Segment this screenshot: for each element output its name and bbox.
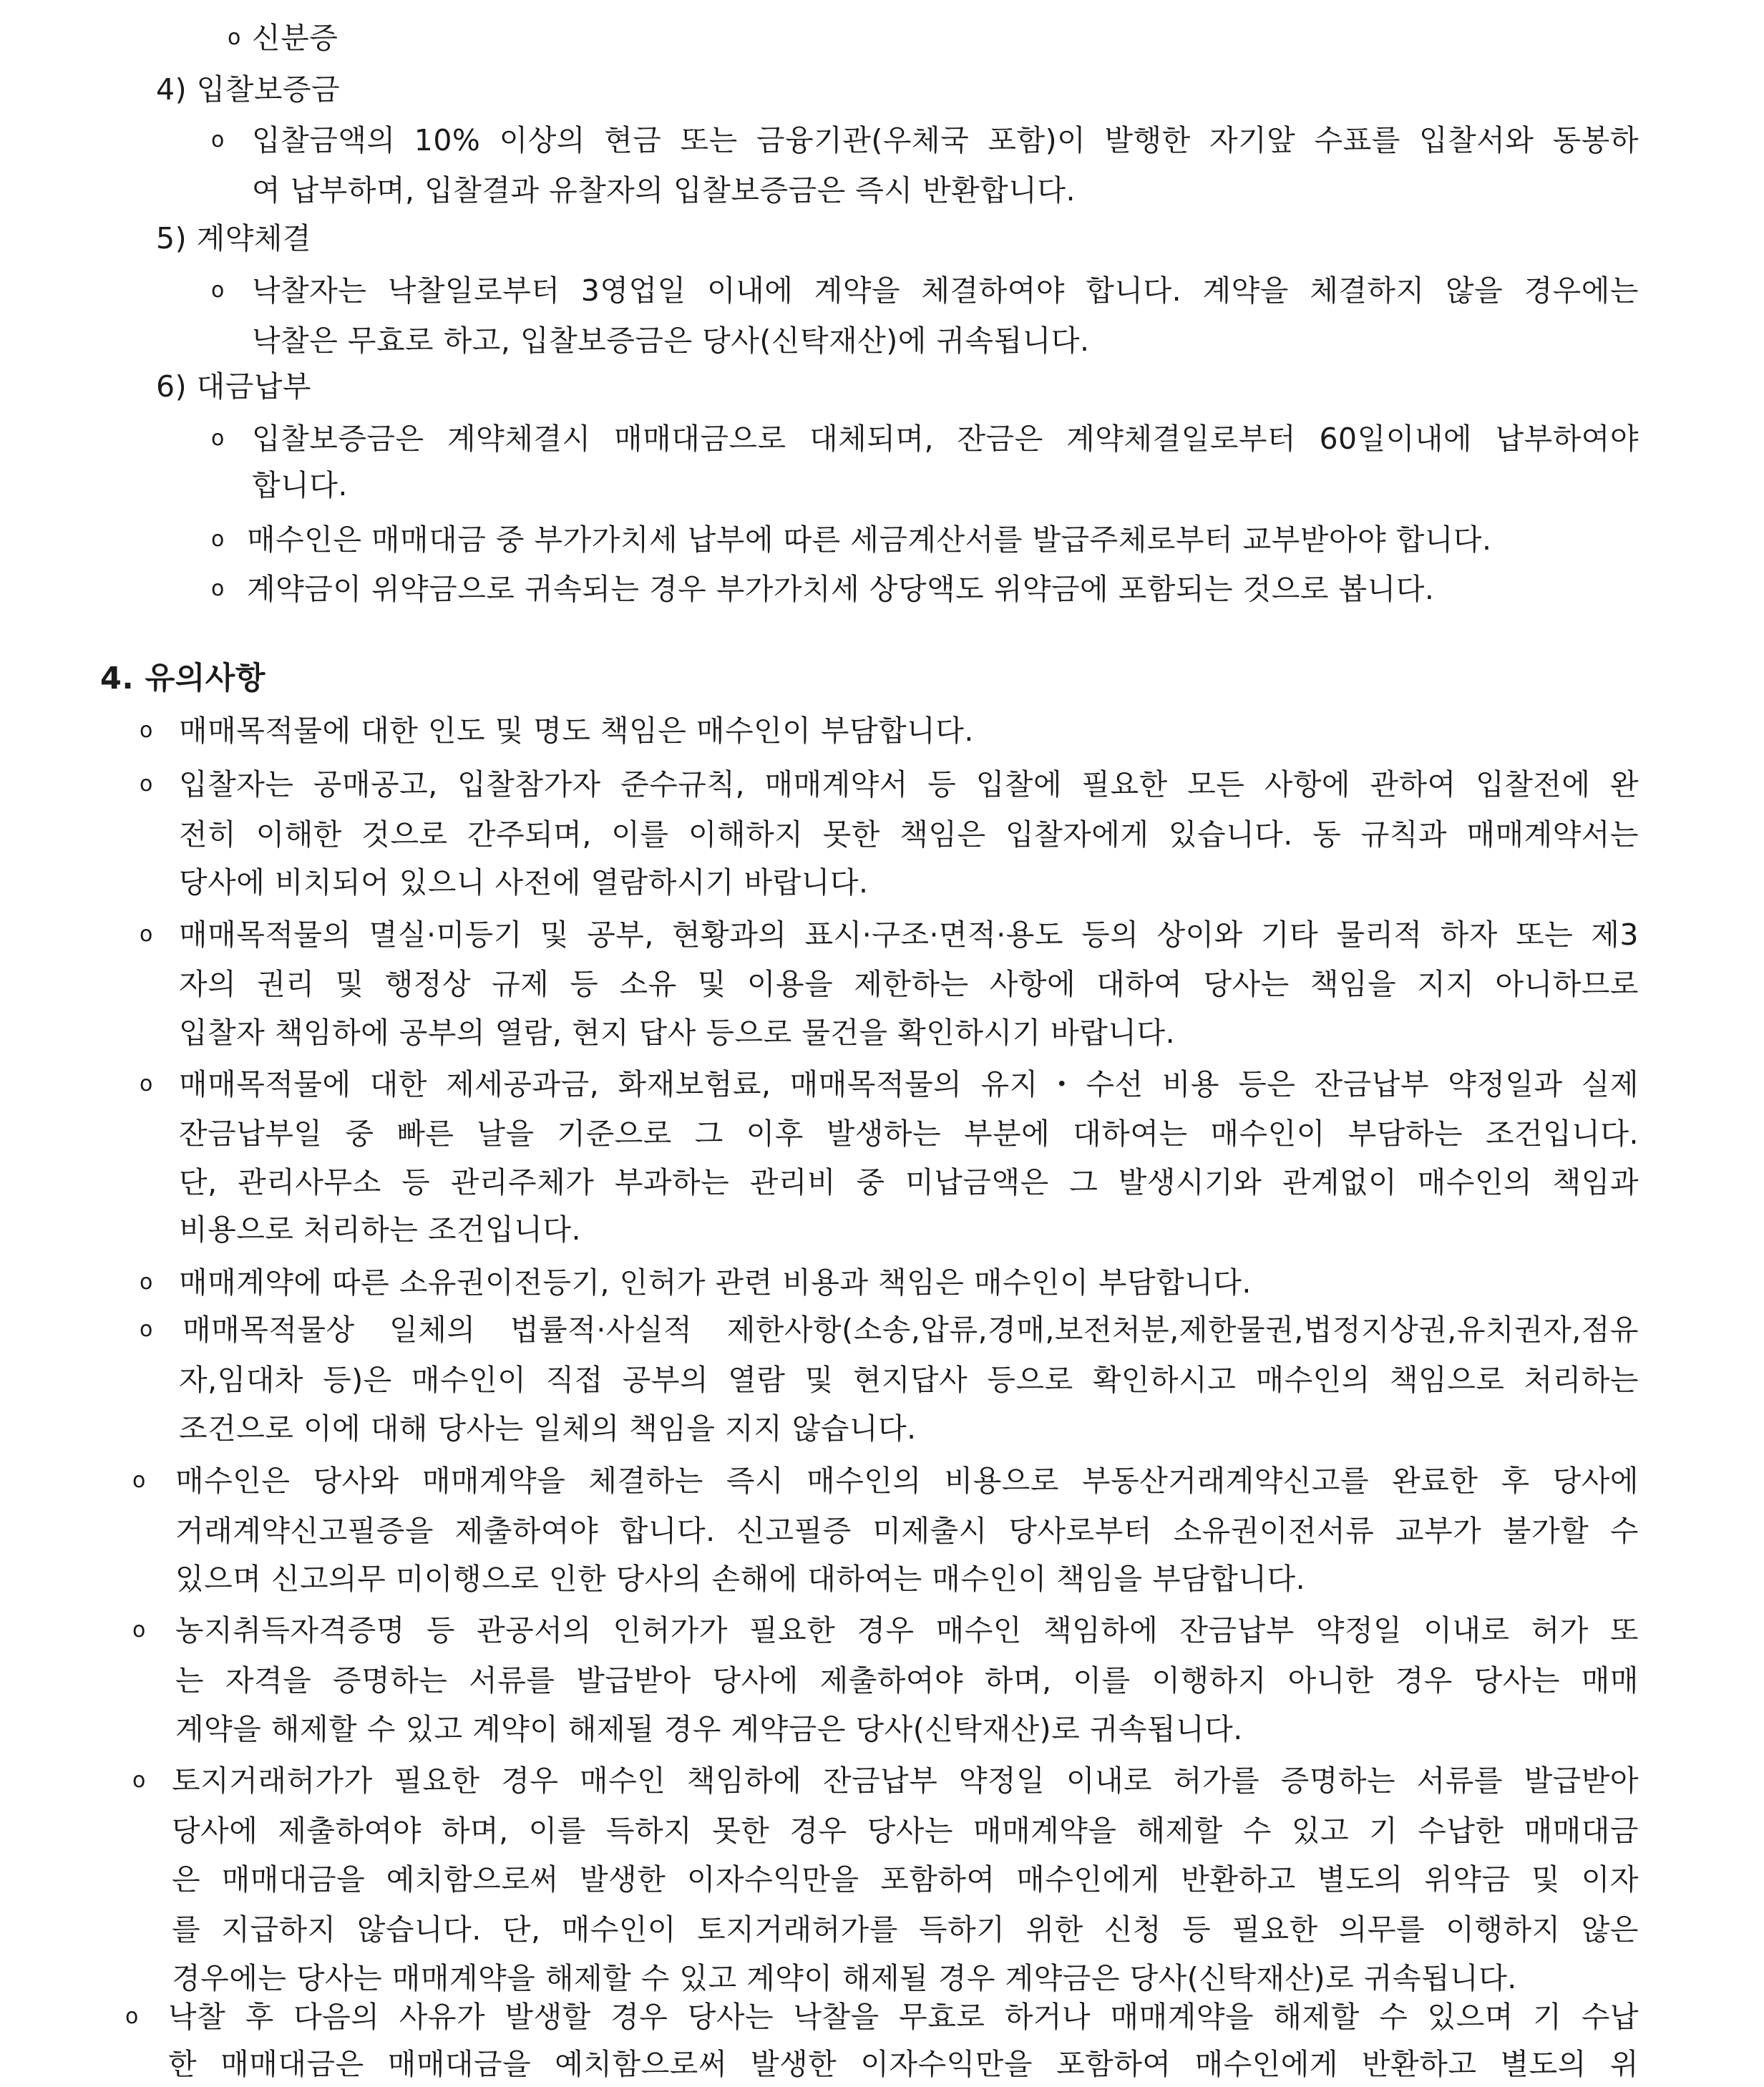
bullet-marker: o [125,2004,139,2029]
notice-item-2-line-1: 입찰자는 공매공고, 입찰참가자 준수규칙, 매매계약서 등 입찰에 필요한 모든 사항에 관하여 입찰전에 완 [179,767,1639,802]
bullet-marker: o [211,426,225,451]
notice-item-7-line-1: 매수인은 당사와 매매계약을 체결하는 즉시 매수인의 비용으로 부동산거래계약신고를 완료한 후 당사에 [175,1464,1639,1498]
notice-item-10-line-1: 낙찰 후 다음의 사유가 발생할 경우 당사는 낙찰을 무효로 하거나 매매계약을 해제할 수 있으며 기 수납 [168,2000,1639,2034]
notice-item-5-line-1: 매매계약에 따른 소유권이전등기, 인허가 관련 비용과 책임은 매수인이 부담합니다. [179,1265,1252,1300]
bullet-marker: o [132,1617,146,1643]
contract-line-1: 낙찰자는 낙찰일로부터 3영업일 이내에 계약을 체결하여야 합니다. 계약을 체결하지 않을 경우에는 [252,273,1639,308]
bullet-marker: o [132,1468,146,1493]
bid-deposit-line-1: 입찰금액의 10% 이상의 현금 또는 금융기관(우체국 포함)이 발행한 자기앞 수표를 입찰서와 동봉하 [252,123,1639,157]
notice-item-1-line-1: 매매목적물에 대한 인도 및 명도 책임은 매수인이 부담합니다. [179,714,974,748]
notice-item-3-line-2: 자의 권리 및 행정상 규제 등 소유 및 이용을 제한하는 사항에 대하여 당사는 책임을 지지 아니하므로 [179,967,1639,1001]
notice-item-6-line-2: 자,임대차 등)은 매수인이 직접 공부의 열람 및 현지답사 등으로 확인하시고 매수인의 책임으로 처리하는 [179,1363,1639,1397]
notice-item-4-line-4: 비용으로 처리하는 조건입니다. [179,1212,581,1247]
notice-item-8-line-2: 는 자격을 증명하는 서류를 발급받아 당사에 제출하여야 하며, 이를 이행하지 아니한 경우 당사는 매매 [175,1663,1639,1698]
notice-item-2-line-2: 전히 이해한 것으로 간주되며, 이를 이해하지 못한 책임은 입찰자에게 있습니다. 동 규칙과 매매계약서는 [179,817,1639,852]
notice-item-6-line-1: 매매목적물상 일체의 법률적·사실적 제한사항(소송,압류,경매,보전처분,제한물권,법정지상권,유치권자,점유 [182,1313,1639,1347]
notice-item-7-line-3: 있으며 신고의무 미이행으로 인한 당사의 손해에 대하여는 매수인이 책임을 부담합니다. [175,1562,1306,1596]
notice-item-9-line-5: 경우에는 당사는 매매계약을 해제할 수 있고 계약이 해제될 경우 계약금은 당사(신탁재산)로 귀속됩니다. [172,1961,1517,1995]
list-item-id-card: 신분증 [252,21,338,55]
bullet-marker: o [140,1270,153,1295]
notice-item-4-line-2: 잔금납부일 중 빠른 날을 기준으로 그 이후 발생하는 부분에 대하여는 매수인이 부담하는 조건입니다. [179,1117,1639,1151]
notice-item-8-line-3: 계약을 해제할 수 있고 계약이 해제될 경우 계약금은 당사(신탁재산)로 귀속됩니다. [175,1712,1243,1746]
payment-line-2: 합니다. [252,468,348,502]
notice-item-4-line-3: 단, 관리사무소 등 관리주체가 부과하는 관리비 중 미납금액은 그 발생시기와 관계없이 매수인의 책임과 [179,1165,1639,1200]
notice-item-9-line-2: 당사에 제출하여야 하며, 이를 득하지 못한 경우 당사는 매매계약을 해제할 수 있고 기 수납한 매매대금 [172,1814,1639,1848]
bullet-marker: o [211,127,225,152]
section-title-bid-deposit: 4) 입찰보증금 [156,72,341,107]
bullet-marker: o [211,278,225,303]
notice-item-9-line-1: 토지거래허가가 필요한 경우 매수인 책임하에 잔금납부 약정일 이내로 허가를 증명하는 서류를 발급받아 [172,1764,1639,1798]
contract-line-2: 낙찰은 무효로 하고, 입찰보증금은 당사(신탁재산)에 귀속됩니다. [252,323,1090,358]
bullet-marker: o [140,1317,153,1342]
bullet-marker: o [140,718,153,743]
bullet-marker: o [211,527,225,552]
notice-item-2-line-3: 당사에 비치되어 있으니 사전에 열람하시기 바랍니다. [179,865,869,900]
payment-penalty-vat: 계약금이 위약금으로 귀속되는 경우 부가가치세 상당액도 위약금에 포함되는 것으로 봅니다. [247,572,1435,606]
notice-item-3-line-3: 입찰자 책임하에 공부의 열람, 현지 답사 등으로 물건을 확인하시기 바랍니다. [179,1016,1176,1050]
notice-item-9-line-3: 은 매매대금을 예치함으로써 발생한 이자수익만을 포함하여 매수인에게 반환하고 별도의 위약금 및 이자 [172,1862,1639,1897]
bullet-marker: o [140,1071,153,1096]
notice-item-4-line-1: 매매목적물에 대한 제세공과금, 화재보험료, 매매목적물의 유지・수선 비용 등은 잔금납부 약정일과 실제 [179,1067,1639,1101]
notice-item-3-line-1: 매매목적물의 멸실·미등기 및 공부, 현황과의 표시·구조·면적·용도 등의 상이와 기타 물리적 하자 또는 제3 [179,918,1639,952]
section-title-contract: 5) 계약체결 [156,221,312,256]
payment-vat-invoice: 매수인은 매매대금 중 부가가치세 납부에 따른 세금계산서를 발급주체로부터 교부받아야 합니다. [247,522,1492,557]
section-title-payment: 6) 대금납부 [156,369,312,404]
bullet-marker: o [228,25,241,50]
bullet-marker: o [140,922,153,947]
notice-item-6-line-3: 조건으로 이에 대해 당사는 일체의 책임을 지지 않습니다. [179,1411,917,1446]
notice-item-8-line-1: 농지취득자격증명 등 관공서의 인허가가 필요한 경우 매수인 책임하에 잔금납부 약정일 이내로 허가 또 [175,1613,1639,1648]
bullet-marker: o [132,1768,146,1793]
notice-item-10-line-2: 한 매매대금은 매매대금을 예치함으로써 발생한 이자수익만을 포함하여 매수인에게 반환하고 별도의 위 [168,2047,1639,2081]
notice-item-9-line-4: 를 지급하지 않습니다. 단, 매수인이 토지거래허가를 득하기 위한 신청 등 필요한 의무를 이행하지 않은 [172,1912,1639,1947]
bullet-marker: o [140,772,153,797]
payment-line-1: 입찰보증금은 계약체결시 매매대금으로 대체되며, 잔금은 계약체결일로부터 60일이내에 납부하여야 [252,422,1639,456]
notice-heading: 4. 유의사항 [100,661,265,696]
notice-item-7-line-2: 거래계약신고필증을 제출하여야 합니다. 신고필증 미제출시 당사로부터 소유권이전서류 교부가 불가할 수 [175,1514,1639,1548]
bid-deposit-line-2: 여 납부하며, 입찰결과 유찰자의 입찰보증금은 즉시 반환합니다. [252,173,1076,208]
bullet-marker: o [211,576,225,601]
